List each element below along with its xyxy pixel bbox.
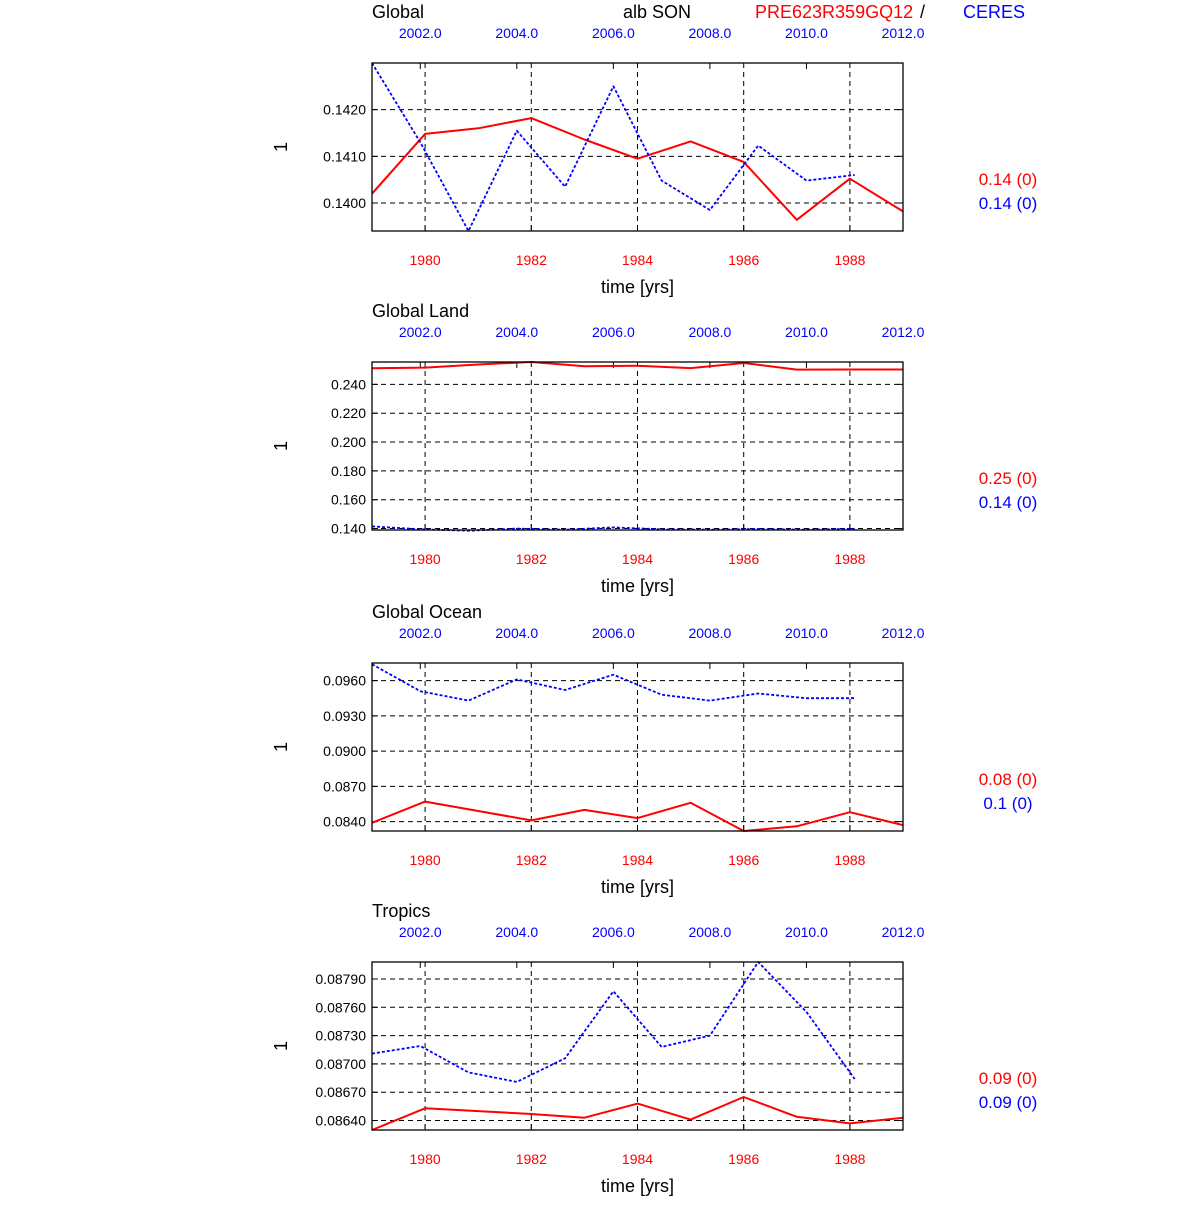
header-variable: alb SON — [623, 2, 692, 22]
x-top-tick-label: 2006.0 — [591, 924, 635, 940]
x-top-tick-label: 2002.0 — [398, 625, 442, 641]
x-axis-label: time [yrs] — [600, 277, 675, 297]
x-bottom-tick-label: 1982 — [515, 252, 547, 268]
y-tick-label: 0.1420 — [323, 101, 366, 118]
header-separator: / — [920, 2, 926, 22]
y-tick-label: 0.08790 — [315, 970, 366, 987]
y-tick-label: 0.220 — [330, 405, 366, 422]
y-tick-label: 0.180 — [330, 462, 366, 479]
stat-experiment: 0.08 (0) — [978, 770, 1038, 789]
x-top-tick-label: 2006.0 — [591, 25, 635, 41]
x-axis-label: time [yrs] — [600, 877, 675, 897]
y-tick-label: 0.160 — [330, 491, 366, 508]
y-tick-label: 0.200 — [330, 434, 366, 451]
stat-reference: 0.09 (0) — [978, 1093, 1038, 1112]
x-top-tick-label: 2002.0 — [398, 324, 442, 340]
x-top-tick-label: 2010.0 — [785, 924, 828, 940]
x-top-tick-label: 2008.0 — [688, 324, 732, 340]
stat-reference: 0.14 (0) — [978, 194, 1038, 213]
x-bottom-tick-label: 1980 — [409, 551, 441, 567]
y-tick-label: 0.140 — [330, 520, 366, 537]
stat-reference: 0.1 (0) — [983, 794, 1033, 813]
x-top-tick-label: 2010.0 — [785, 25, 828, 41]
y-tick-label: 0.08730 — [315, 1027, 366, 1044]
x-top-tick-label: 2010.0 — [785, 625, 828, 641]
x-top-tick-label: 2002.0 — [398, 25, 442, 41]
x-bottom-tick-label: 1988 — [834, 1151, 866, 1167]
header-experiment: PRE623R359GQ12 — [755, 2, 914, 22]
x-top-tick-label: 2004.0 — [495, 625, 539, 641]
panel-global-ocean — [271, 602, 1037, 897]
y-tick-label: 0.0870 — [323, 778, 366, 795]
x-top-tick-label: 2004.0 — [495, 324, 539, 340]
y-tick-label: 0.08760 — [315, 999, 366, 1016]
x-bottom-tick-label: 1980 — [409, 852, 441, 868]
x-top-tick-label: 2008.0 — [688, 25, 732, 41]
x-bottom-tick-label: 1982 — [515, 852, 547, 868]
y-tick-label: 0.0930 — [323, 707, 366, 724]
x-top-tick-label: 2012.0 — [881, 625, 925, 641]
x-top-tick-label: 2008.0 — [688, 924, 732, 940]
x-bottom-tick-label: 1984 — [621, 551, 654, 567]
y-axis-label: 1 — [271, 141, 291, 153]
x-top-tick-label: 2004.0 — [495, 924, 539, 940]
x-bottom-tick-label: 1984 — [621, 852, 654, 868]
x-bottom-tick-label: 1986 — [728, 1151, 760, 1167]
x-top-tick-label: 2010.0 — [785, 324, 828, 340]
series-reference-line — [372, 63, 855, 231]
x-top-tick-label: 2006.0 — [591, 625, 635, 641]
x-bottom-tick-label: 1982 — [515, 1151, 547, 1167]
x-top-tick-label: 2012.0 — [881, 25, 925, 41]
x-bottom-tick-label: 1988 — [834, 252, 866, 268]
x-bottom-tick-label: 1984 — [621, 1151, 654, 1167]
y-tick-label: 0.08670 — [315, 1084, 366, 1101]
panel-title: Global — [372, 2, 425, 22]
y-tick-label: 0.1410 — [323, 148, 366, 165]
x-bottom-tick-label: 1984 — [621, 252, 654, 268]
x-bottom-tick-label: 1986 — [728, 852, 760, 868]
series-experiment-line — [372, 118, 903, 220]
x-top-tick-label: 2006.0 — [591, 324, 635, 340]
panel-title: Tropics — [372, 901, 431, 921]
stat-experiment: 0.14 (0) — [978, 170, 1038, 189]
x-top-tick-label: 2012.0 — [881, 924, 925, 940]
y-axis-label: 1 — [271, 1040, 291, 1052]
panel-tropics — [271, 901, 1037, 1196]
y-tick-label: 0.0840 — [323, 813, 366, 830]
x-top-tick-label: 2008.0 — [688, 625, 732, 641]
x-bottom-tick-label: 1982 — [515, 551, 547, 567]
x-axis-label: time [yrs] — [600, 576, 675, 596]
x-bottom-tick-label: 1980 — [409, 1151, 441, 1167]
panel-title: Global Land — [372, 301, 470, 321]
y-axis-label: 1 — [271, 440, 291, 452]
y-tick-label: 0.0900 — [323, 743, 366, 760]
x-top-tick-label: 2004.0 — [495, 25, 539, 41]
x-top-tick-label: 2012.0 — [881, 324, 925, 340]
stat-reference: 0.14 (0) — [978, 493, 1038, 512]
x-bottom-tick-label: 1980 — [409, 252, 441, 268]
stat-experiment: 0.09 (0) — [978, 1069, 1038, 1088]
x-top-tick-label: 2002.0 — [398, 924, 442, 940]
x-axis-label: time [yrs] — [600, 1176, 675, 1196]
x-bottom-tick-label: 1986 — [728, 551, 760, 567]
y-tick-label: 0.1400 — [323, 195, 366, 211]
y-tick-label: 0.240 — [330, 376, 366, 393]
y-tick-label: 0.08640 — [315, 1112, 366, 1129]
panel-title: Global Ocean — [372, 602, 483, 622]
y-tick-label: 0.0960 — [323, 672, 366, 689]
y-tick-label: 0.08700 — [315, 1055, 366, 1072]
panel-global-land — [271, 301, 1037, 596]
x-bottom-tick-label: 1988 — [834, 551, 866, 567]
x-bottom-tick-label: 1986 — [728, 252, 760, 268]
series-reference-line — [372, 664, 855, 700]
x-bottom-tick-label: 1988 — [834, 852, 866, 868]
stat-experiment: 0.25 (0) — [978, 469, 1038, 488]
panel-global — [271, 2, 1037, 297]
y-axis-label: 1 — [271, 741, 291, 753]
header-reference: CERES — [963, 2, 1026, 22]
